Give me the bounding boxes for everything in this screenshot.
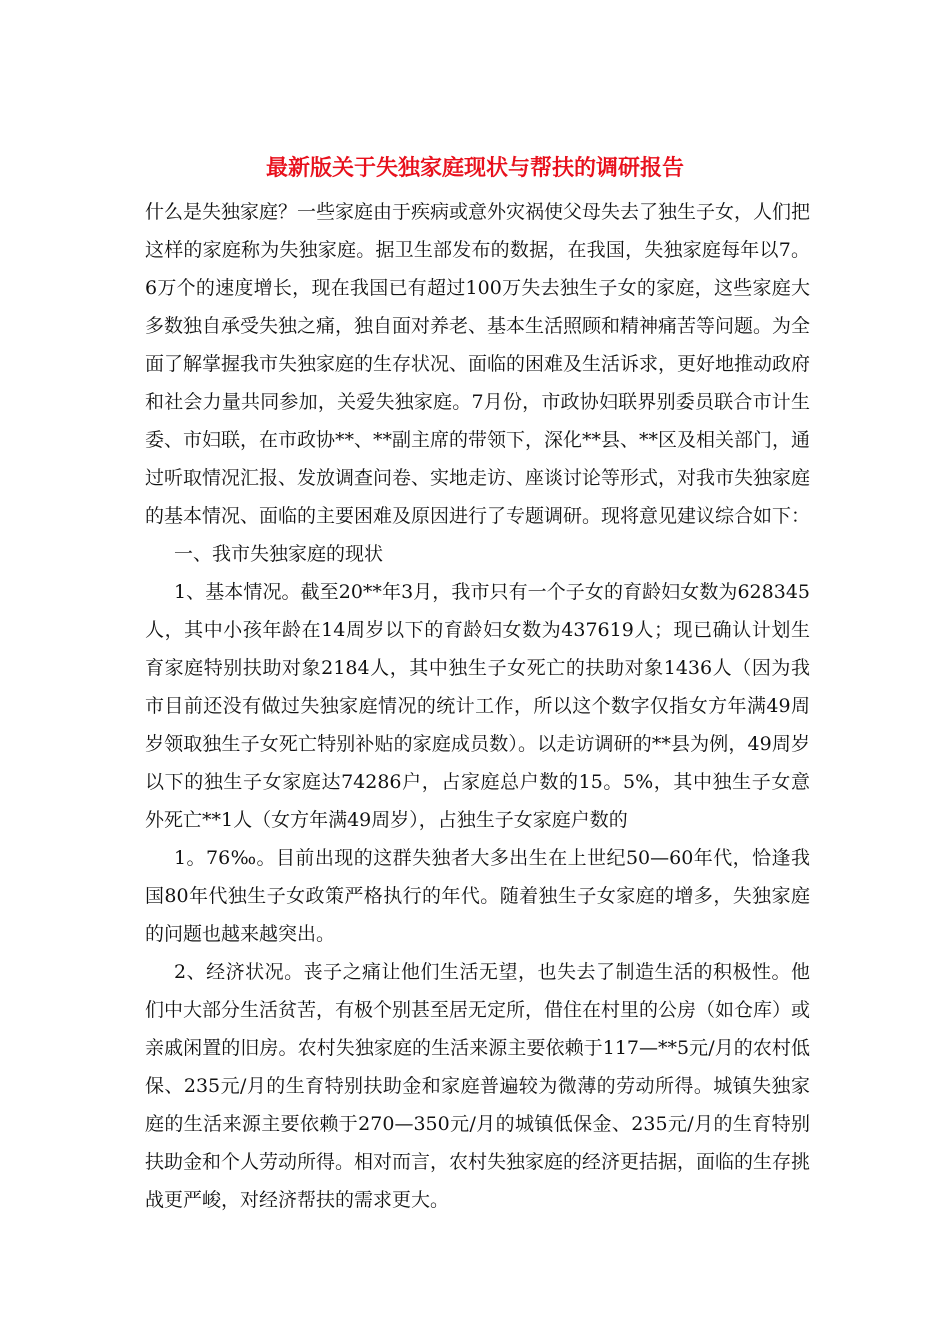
document-body xyxy=(145,193,810,1219)
paragraph-economic-situation: 2、经济状况。丧子之痛让他们生活无望，也失去了制造生活的积极性。他们中大部分生活贫苦，有极个别甚至居无定所，借住在村里的公房（如仓库）或亲戚闲置的旧房。农村失独家庭的生活来源主要依赖于117—**5元/月的农村低保、235元/月的生育特别扶助金和家庭普遍较为微薄的劳动所得。城镇失独家庭的生活来源主要依赖于270—350元/月的城镇低保金、235元/月的生育特别扶助金和个人劳动所得。相对而言，农村失独家庭的经济更拮据，面临的生存挑战更严峻，对经济帮扶的需求更大。 xyxy=(145,961,811,1211)
document-title: 最新版关于失独家庭现状与帮扶的调研报告 xyxy=(265,155,684,181)
section-heading-current-status: 一、我市失独家庭的现状 xyxy=(174,543,384,565)
paragraph-basic-situation: 1、基本情况。截至20**年3月，我市只有一个子女的育龄妇女数为628345人，其中小孩年龄在14周岁以下的育龄妇女数为437619人；现已确认计划生育家庭特别扶助对象2184人，其中独生子女死亡的扶助对象1436人（因为我市目前还没有做过失独家庭情况的统计工作，所以这个数字仅指女方年满49周岁领取独生子女死亡特别补贴的家庭成员数）。以走访调研的**县为例，49周岁以下的独生子女家庭达74286户，占家庭总户数的15。5%，其中独生子女意外死亡**1人（女方年满49周岁），占独生子女家庭户数的 xyxy=(145,581,810,831)
paragraph-basic-situation-continued: 1。76‰。目前出现的这群失独者大多出生在上世纪50—60年代，恰逢我国80年代独生子女政策严格执行的年代。随着独生子女家庭的增多，失独家庭的问题也越来越突出。 xyxy=(145,847,810,945)
paragraph-intro: 什么是失独家庭？一些家庭由于疾病或意外灾祸使父母失去了独生子女，人们把这样的家庭称为失独家庭。据卫生部发布的数据，在我国，失独家庭每年以7。6万个的速度增长，现在我国已有超过100万失去独生子女的家庭，这些家庭大多数独自承受失独之痛，独自面对养老、基本生活照顾和精神痛苦等问题。为全面了解掌握我市失独家庭的生存状况、面临的困难及生活诉求，更好地推动政府和社会力量共同参加，关爱失独家庭。7月份，市政协妇联界别委员联合市计生委、市妇联，在市政协**、**副主席的带领下，深化**县、**区及相关部门，通过听取情况汇报、发放调查问卷、实地走访、座谈讨论等形式，对我市失独家庭的基本情况、面临的主要困难及原因进行了专题调研。现将意见建议综合如下： xyxy=(145,201,811,527)
